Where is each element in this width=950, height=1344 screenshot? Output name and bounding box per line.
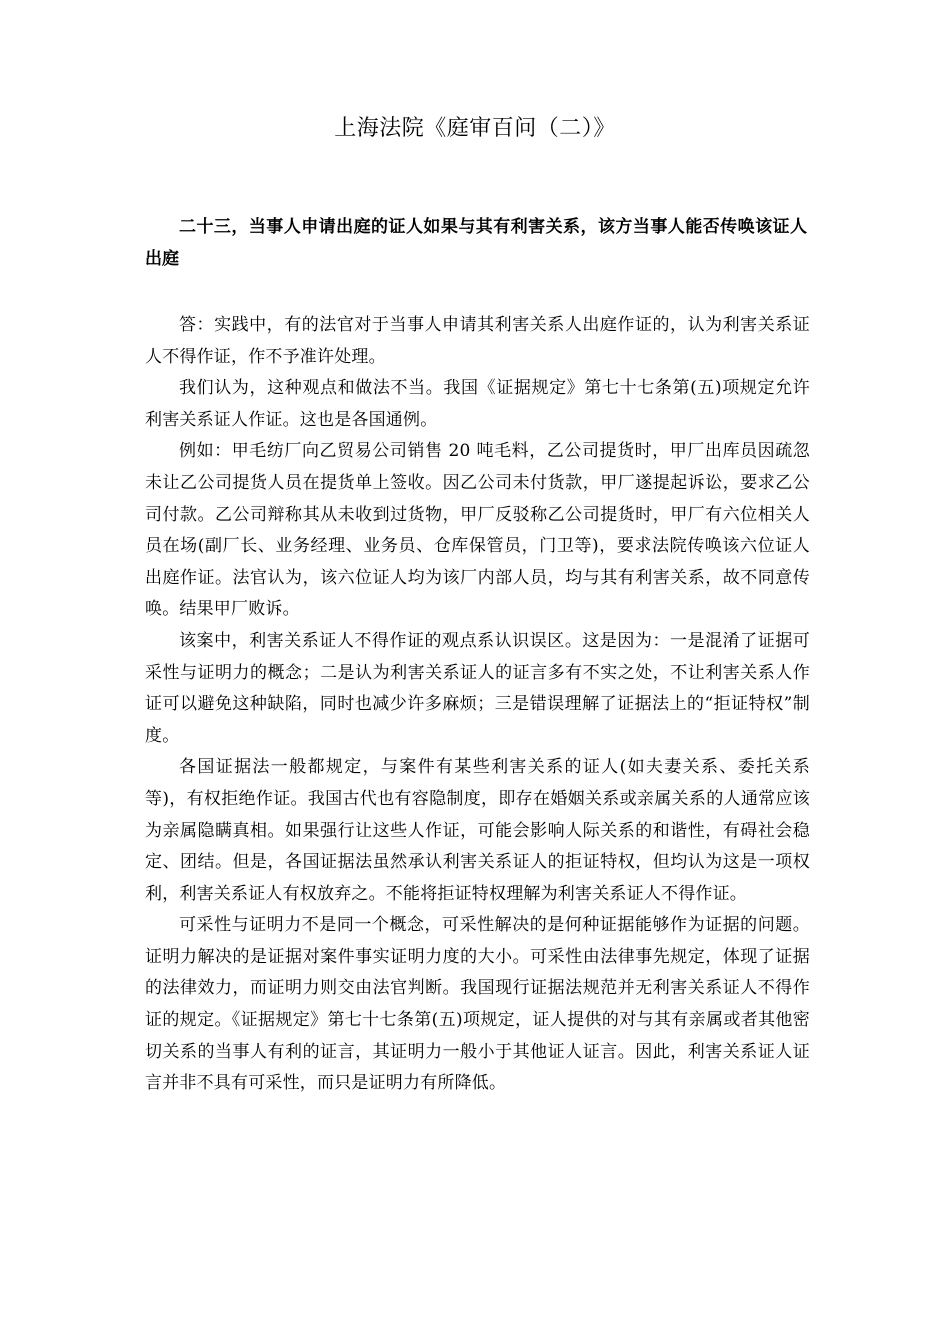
analysis-paragraph: 该案中，利害关系证人不得作证的观点系认识误区。这是因为：一是混淆了证据可采性与证明力的概念；二是认为利害关系证人的证言多有不实之处，不让利害关系人作证可以避免这种缺陷，同时也减少许多麻烦；三是错误理解了证据法上的“拒证特权”制度。	[145, 630, 810, 746]
privilege-paragraph: 各国证据法一般都规定，与案件有某些利害关系的证人(如夫妻关系、委托关系等)，有权拒绝作证。我国古代也有容隐制度，即存在婚姻关系或亲属关系的人通常应该为亲属隐瞒真相。如果强行让这些人作证，可能会影响人际关系的和谐性，有碍社会稳定、团结。但是，各国证据法虽然承认利害关系证人的拒证特权，但均认为这是一项权利，利害关系证人有权放弃之。不能将拒证特权理解为利害关系证人不得作证。	[145, 757, 810, 904]
admissibility-paragraph: 可采性与证明力不是同一个概念，可采性解决的是何种证据能够作为证据的问题。证明力解决的是证据对案件事实证明力度的大小。可采性由法律事先规定，体现了证据的法律效力，而证明力则交由法官判断。我国现行证据法规范并无利害关系证人不得作证的规定。《证据规定》第七十七条第(五)项规定，证人提供的对与其有亲属或者其他密切关系的当事人有利的证言，其证明力一般小于其他证人证言。因此，利害关系证人证言并非不具有可采性，而只是证明力有所降低。	[145, 915, 810, 1094]
example-paragraph: 例如：甲毛纺厂向乙贸易公司销售 20 吨毛料，乙公司提货时，甲厂出库员因疏忽未让乙公司提货人员在提货单上签收。因乙公司未付货款，甲厂遂提起诉讼，要求乙公司付款。乙公司辩称其从未收到过货物，甲厂反驳称乙公司提货时，甲厂有六位相关人员在场(副厂长、业务经理、业务员、仓库保管员，门卫等)，要求法院传唤该六位证人出庭作证。法官认为，该六位证人均为该厂内部人员，均与其有利害关系，故不同意传唤。结果甲厂败诉。	[145, 441, 810, 620]
question-heading: 二十三，当事人申请出庭的证人如果与其有利害关系，该方当事人能否传唤该证人出庭	[145, 217, 807, 269]
document-title: 上海法院《庭审百问（二）》	[334, 116, 616, 141]
answer-body	[145, 310, 810, 1100]
opinion-paragraph: 我们认为，这种观点和做法不当。我国《证据规定》第七十七条第(五)项规定允许利害关系证人作证。这也是各国通例。	[145, 378, 810, 430]
answer-paragraph: 答：实践中，有的法官对于当事人申请其利害关系人出庭作证的，认为利害关系证人不得作证，作不予准许处理。	[145, 315, 810, 367]
